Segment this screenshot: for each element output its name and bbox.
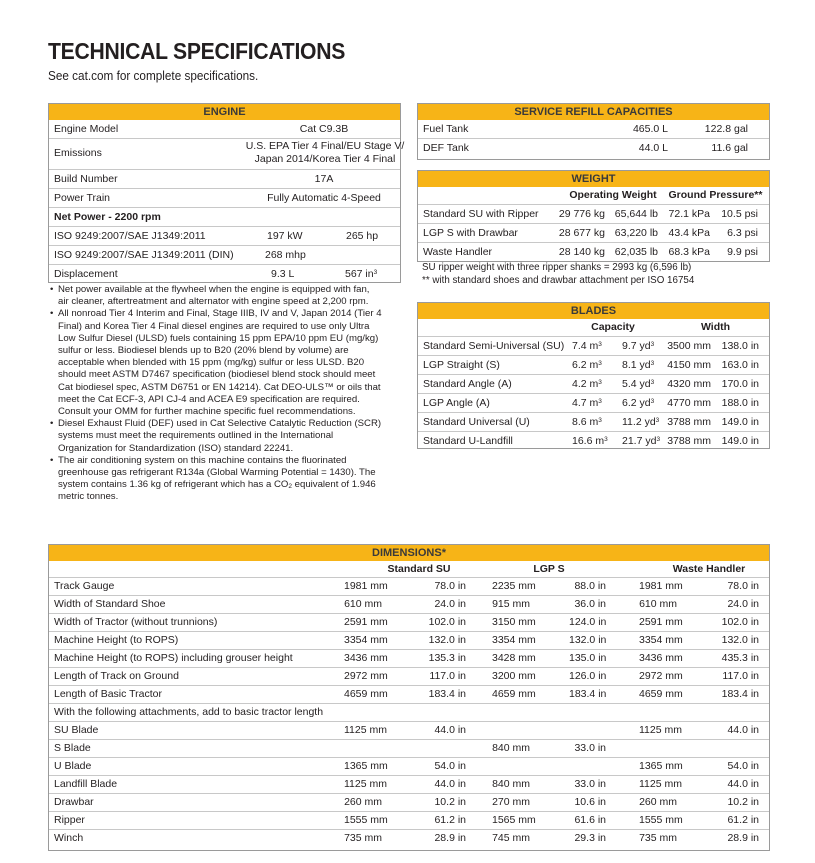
cell-imperial: 61.2 in — [727, 814, 759, 826]
row-label: Ripper — [54, 814, 85, 826]
cell-text: 21.7 yd — [622, 435, 657, 447]
cell-sup: 3 — [650, 398, 655, 405]
cell-text: 5.4 yd — [622, 378, 651, 390]
note-item — [50, 455, 400, 504]
cell-imperial: 183.4 in — [569, 688, 607, 700]
note-item — [50, 308, 400, 418]
table-row — [49, 757, 769, 775]
cell-metric: 2235 mm — [492, 580, 536, 592]
cell-imperial: 10.6 in — [574, 796, 606, 808]
note-line: Cat biodiesel spec, ASTM D6751 or EN 14214). Cat DEO-ULS™ or oils that — [58, 381, 381, 393]
cell-metric: 4659 mm — [639, 688, 683, 700]
note-item — [50, 418, 400, 455]
cell-metric: 840 mm — [492, 742, 530, 754]
row-value-imperial: 265 hp — [346, 230, 379, 242]
row-label: LGP Angle (A) — [423, 397, 490, 409]
note-line: air cleaner, aftertreatment and alternator with engine speed at 2,200 rpm. — [58, 296, 369, 308]
table-row — [49, 667, 769, 685]
cell-metric: 2972 mm — [639, 670, 683, 682]
row-label: Drawbar — [54, 796, 94, 808]
row-label: DEF Tank — [423, 142, 469, 154]
cell-width-mm: 4320 mm — [667, 378, 711, 390]
row-label: LGP S with Drawbar — [423, 227, 518, 239]
weight-table — [417, 170, 770, 262]
cell-capacity-yd3 — [622, 337, 654, 355]
cell-metric: 2591 mm — [344, 616, 388, 628]
note-item — [50, 284, 400, 308]
cell-metric: 3428 mm — [492, 652, 536, 664]
table-row — [418, 223, 769, 242]
table-row — [49, 226, 400, 245]
row-value-imperial: 11.6 gal — [711, 142, 748, 154]
cell-imperial: 10.2 in — [434, 796, 466, 808]
cell-metric: 1365 mm — [639, 760, 683, 772]
note-line: systems must meet the requirements outlined in the International — [58, 430, 334, 442]
refill-header: SERVICE REFILL CAPACITIES — [418, 104, 769, 120]
table-row — [49, 721, 769, 739]
cell-text: 8.1 yd — [622, 359, 651, 371]
cell-text: 16.6 m — [572, 435, 605, 447]
row-label: Displacement — [54, 268, 118, 280]
col-lgp-s: LGP S — [533, 563, 565, 575]
note-line: Low Sulfur Diesel (ULSD) fuels containing 15 ppm EPA/10 ppm EU (mg/kg) — [58, 332, 379, 344]
row-value-metric: 465.0 L — [632, 123, 668, 135]
row-label: Machine Height (to ROPS) including grouser height — [54, 652, 293, 664]
cell-width-mm: 3788 mm — [667, 435, 711, 447]
row-label: Standard Semi-Universal (SU) — [423, 340, 565, 352]
cell-imperial: 132.0 in — [721, 634, 759, 646]
cell-text: 9.7 yd — [622, 340, 651, 352]
cell-metric: 610 mm — [639, 598, 677, 610]
cell-imperial: 24.0 in — [727, 598, 759, 610]
cell-imperial: 102.0 in — [721, 616, 759, 628]
row-label: Standard SU with Ripper — [423, 208, 539, 220]
row-label: Winch — [54, 832, 84, 844]
cell-imperial: 435.3 in — [721, 652, 759, 664]
cell-metric: 610 mm — [344, 598, 382, 610]
row-value: Cat C9.3B — [299, 123, 349, 135]
cell-metric: 1565 mm — [492, 814, 536, 826]
cell-metric: 1125 mm — [344, 778, 387, 790]
cell-kpa: 43.4 kPa — [668, 227, 710, 239]
note-line: Consult your OMM for further machine specific fuel recommendations. — [58, 406, 356, 418]
cell-kg: 29 776 kg — [558, 208, 605, 220]
table-head-row — [418, 319, 769, 336]
row-label: Standard Universal (U) — [423, 416, 530, 428]
note-line: sulfur or less. Biodiesel blends up to B20 (20% blend by volume) are — [58, 345, 349, 357]
row-label: Build Number — [54, 173, 118, 185]
table-row — [418, 412, 769, 431]
cell-text: 4.2 m — [572, 378, 599, 390]
row-value-imperial: 122.8 gal — [704, 123, 748, 135]
row-label: Length of Track on Ground — [54, 670, 179, 682]
cell-text: 4.7 m — [572, 397, 599, 409]
table-row — [49, 188, 400, 207]
cell-kg: 28 677 kg — [558, 227, 605, 239]
cell-imperial: 126.0 in — [569, 670, 607, 682]
cell-metric: 735 mm — [344, 832, 382, 844]
table-row — [418, 431, 769, 450]
cell-capacity-m3 — [572, 394, 602, 412]
row-label: Power Train — [54, 192, 111, 204]
cell-imperial: 44.0 in — [434, 724, 466, 736]
cell-metric: 4659 mm — [492, 688, 536, 700]
cell-metric: 1555 mm — [344, 814, 388, 826]
cell-lb: 65,644 lb — [614, 208, 658, 220]
cell-width-in: 149.0 in — [721, 435, 759, 447]
table-row — [49, 811, 769, 829]
row-label: S Blade — [54, 742, 91, 754]
engine-header: ENGINE — [49, 104, 400, 120]
cell-sup: 3 — [650, 341, 655, 348]
cell-imperial: 183.4 in — [721, 688, 759, 700]
cell-imperial: 135.0 in — [569, 652, 607, 664]
cell-metric: 3150 mm — [492, 616, 536, 628]
engine-notes — [50, 284, 400, 504]
cell-sup: 3 — [650, 360, 655, 367]
note-line: Final) and Korea Tier 4 Final diesel engines are required to use only Ultra — [58, 320, 370, 332]
row-label: Waste Handler — [423, 246, 493, 258]
table-row — [418, 393, 769, 412]
cell-imperial: 117.0 in — [429, 670, 466, 682]
note-line: meet the Cat ECF-3, API CJ-4 and ACEA E9 specification are required. — [58, 393, 360, 405]
cell-capacity-yd3 — [622, 413, 659, 431]
cell-metric: 1125 mm — [639, 778, 682, 790]
table-row — [49, 595, 769, 613]
row-label: Standard Angle (A) — [423, 378, 512, 390]
table-row — [418, 374, 769, 393]
table-row — [418, 138, 769, 157]
cell-psi: 6.3 psi — [727, 227, 758, 239]
blades-table — [417, 302, 770, 449]
cell-sup: 3 — [604, 436, 608, 443]
row-label: Length of Basic Tractor — [54, 688, 162, 700]
cell-width-in: 170.0 in — [721, 378, 759, 390]
cell-width-in: 138.0 in — [721, 340, 759, 352]
note-line: should meet ASTM D7467 specification (biodiesel blend stock should meet — [58, 369, 376, 381]
cell-imperial: 183.4 in — [428, 688, 466, 700]
cell-metric: 1981 mm — [344, 580, 388, 592]
row-label: Standard U-Landfill — [423, 435, 513, 447]
note-line: Organization for Standardization (ISO) standard 22241. — [58, 442, 294, 454]
col-ground-pressure: Ground Pressure** — [668, 189, 763, 201]
row-label: Emissions — [54, 147, 102, 159]
cell-metric: 260 mm — [344, 796, 382, 808]
cell-capacity-m3 — [572, 413, 602, 431]
cell-imperial: 135.3 in — [428, 652, 466, 664]
col-operating-weight: Operating Weight — [569, 189, 657, 201]
cell-capacity-m3 — [572, 337, 602, 355]
row-label: ISO 9249:2007/SAE J1349:2011 (DIN) — [54, 249, 234, 261]
row-value-line2: Japan 2014/Korea Tier 4 Final — [254, 153, 396, 165]
cell-capacity-m3 — [572, 356, 602, 374]
table-row — [418, 242, 769, 261]
table-row — [49, 775, 769, 793]
cell-metric: 3354 mm — [344, 634, 388, 646]
cell-width-in: 188.0 in — [721, 397, 759, 409]
cell-capacity-m3 — [572, 432, 608, 450]
cell-imperial: 88.0 in — [574, 580, 606, 592]
cell-sup: 3 — [650, 379, 655, 386]
cell-width-in: 149.0 in — [721, 416, 759, 428]
cell-lb: 62,035 lb — [614, 246, 658, 258]
table-row — [418, 204, 769, 223]
cell-metric: 270 mm — [492, 796, 530, 808]
row-label: Machine Height (to ROPS) — [54, 634, 179, 646]
cell-metric: 745 mm — [492, 832, 530, 844]
row-label: Engine Model — [54, 123, 119, 135]
row-label: ISO 9249:2007/SAE J1349:2011 — [54, 230, 206, 242]
cell-kpa: 68.3 kPa — [668, 246, 710, 258]
blades-header: BLADES — [418, 303, 769, 319]
dimensions-table — [48, 544, 770, 851]
row-label: Width of Standard Shoe — [54, 598, 166, 610]
cell-sup: 3 — [598, 341, 602, 348]
cell-width-in: 163.0 in — [721, 359, 759, 371]
row-label: Width of Tractor (without trunnions) — [54, 616, 218, 628]
cell-imperial: 132.0 in — [569, 634, 607, 646]
cell-sup: 3 — [656, 436, 661, 443]
note-line: greenhouse gas refrigerant R134a (Global Warming Potential = 1430). The — [58, 467, 376, 479]
cell-imperial: 54.0 in — [434, 760, 466, 772]
row-value-line1: U.S. EPA Tier 4 Final/EU Stage V/ — [245, 140, 405, 152]
col-width: Width — [700, 321, 731, 333]
row-value-metric: 9.3 L — [271, 268, 295, 280]
table-row — [418, 336, 769, 355]
row-value: 17A — [314, 173, 334, 185]
cell-imperial: 78.0 in — [434, 580, 466, 592]
cell-imperial: 61.6 in — [574, 814, 606, 826]
cell-metric: 1981 mm — [639, 580, 683, 592]
cell-kg: 28 140 kg — [558, 246, 605, 258]
table-row — [49, 649, 769, 667]
table-row — [49, 577, 769, 595]
col-standard-su: Standard SU — [387, 563, 451, 575]
cell-psi: 10.5 psi — [721, 208, 758, 220]
table-row — [49, 685, 769, 703]
engine-table — [48, 103, 405, 283]
row-label: Net Power - 2200 rpm — [54, 211, 161, 223]
cell-metric: 2591 mm — [639, 616, 683, 628]
cell-metric: 1125 mm — [344, 724, 387, 736]
note-line: • All nonroad Tier 4 Interim and Final, Stage IIIB, IV and V, Japan 2014 (Tier 4 — [58, 308, 382, 320]
cell-imperial: 33.0 in — [574, 742, 606, 754]
dimensions-header: DIMENSIONS* — [49, 545, 769, 561]
cell-metric: 3436 mm — [639, 652, 683, 664]
table-row — [49, 703, 769, 721]
note-line: • The air conditioning system on this machine contains the fluorinated — [58, 454, 347, 466]
cell-metric: 915 mm — [492, 598, 530, 610]
row-label: With the following attachments, add to basic tractor length — [54, 706, 324, 718]
row-label: LGP Straight (S) — [423, 359, 500, 371]
cell-width-mm: 3500 mm — [667, 340, 711, 352]
cell-metric: 3354 mm — [639, 634, 683, 646]
cell-metric: 2972 mm — [344, 670, 388, 682]
cell-capacity-yd3 — [622, 356, 654, 374]
note-line: • Net power available at the flywheel when the engine is equipped with fan, — [58, 284, 370, 295]
cell-sup: 3 — [598, 360, 602, 367]
table-row — [49, 631, 769, 649]
cell-text: 8.6 m — [572, 416, 599, 428]
cell-sup: 3 — [598, 398, 602, 405]
table-row — [49, 793, 769, 811]
row-label: Track Gauge — [54, 580, 115, 592]
cell-imperial: 102.0 in — [428, 616, 466, 628]
table-row — [418, 355, 769, 374]
cell-imperial: 124.0 in — [569, 616, 607, 628]
cell-lb: 63,220 lb — [614, 227, 658, 239]
cell-metric: 3436 mm — [344, 652, 388, 664]
table-row — [49, 245, 400, 264]
cell-imperial: 24.0 in — [434, 598, 466, 610]
table-row — [418, 120, 769, 138]
refill-table — [417, 103, 770, 160]
cell-sup: 3 — [598, 417, 602, 424]
table-row — [49, 829, 769, 847]
page-title: TECHNICAL SPECIFICATIONS — [48, 38, 346, 64]
table-row — [49, 264, 400, 283]
cell-capacity-yd3 — [622, 394, 654, 412]
row-label: SU Blade — [54, 724, 99, 736]
note-line: system contains 1.36 kg of refrigerant which has a $CO_2$ equivalent of 1.946 — [58, 479, 376, 491]
cell-metric: 260 mm — [639, 796, 677, 808]
cell-imperial: 44.0 in — [727, 778, 759, 790]
cell-width-mm: 4150 mm — [667, 359, 711, 371]
table-row — [49, 120, 400, 138]
cell-imperial: 10.2 in — [727, 796, 759, 808]
table-row — [49, 207, 400, 226]
cell-imperial: 117.0 in — [722, 670, 759, 682]
cell-kpa: 72.1 kPa — [668, 208, 710, 220]
cell-metric: 3354 mm — [492, 634, 536, 646]
row-label: Landfill Blade — [54, 778, 118, 790]
col-capacity: Capacity — [591, 321, 635, 333]
row-value: Fully Automatic 4-Speed — [267, 192, 381, 204]
cell-width-mm: 4770 mm — [667, 397, 711, 409]
cell-text: 7.4 m — [572, 340, 599, 352]
cell-text: 6.2 m — [572, 359, 599, 371]
cell-capacity-m3 — [572, 375, 602, 393]
cell-metric: 4659 mm — [344, 688, 388, 700]
table-row — [49, 613, 769, 631]
cell-text: 11.2 yd — [622, 416, 656, 428]
table-head-row — [418, 187, 769, 204]
row-value-imperial: 567 $in^3$ — [345, 268, 378, 280]
cell-metric: 735 mm — [639, 832, 677, 844]
row-value-metric: 268 mhp — [265, 249, 306, 261]
row-label: U Blade — [54, 760, 92, 772]
cell-text: 6.2 yd — [622, 397, 651, 409]
table-head-row — [49, 561, 769, 577]
cell-imperial: 44.0 in — [727, 724, 759, 736]
cell-imperial: 132.0 in — [428, 634, 466, 646]
cell-capacity-yd3 — [622, 432, 660, 450]
row-label: Fuel Tank — [423, 123, 469, 135]
cell-imperial: 33.0 in — [574, 778, 606, 790]
page-subtitle: See cat.com for complete specifications. — [48, 69, 259, 83]
cell-width-mm: 3788 mm — [667, 416, 711, 428]
row-value-metric: 197 kW — [267, 230, 303, 242]
cell-metric: 1555 mm — [639, 814, 683, 826]
weight-note-ripper: SU ripper weight with three ripper shanks = 2993 kg (6,596 lb) — [422, 262, 692, 273]
cell-metric: 1125 mm — [639, 724, 682, 736]
cell-imperial: 36.0 in — [574, 598, 606, 610]
cell-metric: 1365 mm — [344, 760, 388, 772]
cell-imperial: 78.0 in — [727, 580, 759, 592]
cell-imperial: 28.9 in — [727, 832, 759, 844]
cell-psi: 9.9 psi — [727, 246, 758, 258]
note-line: • Diesel Exhaust Fluid (DEF) used in Cat Selective Catalytic Reduction (SCR) — [58, 418, 382, 430]
cell-imperial: 54.0 in — [727, 760, 759, 772]
cell-imperial: 44.0 in — [434, 778, 466, 790]
table-row — [49, 169, 400, 188]
cell-metric: 3200 mm — [492, 670, 536, 682]
cell-imperial: 29.3 in — [574, 832, 606, 844]
col-waste-handler: Waste Handler — [672, 563, 746, 575]
cell-sup: 3 — [598, 379, 602, 386]
cell-capacity-yd3 — [622, 375, 654, 393]
note-line: acceptable when blended with 15 ppm (mg/kg) sulfur or less ULSD. B20 — [58, 357, 365, 369]
note-line: metric tonnes. — [58, 491, 119, 503]
cell-sup: 3 — [655, 417, 660, 424]
weight-header: WEIGHT — [418, 171, 769, 187]
cell-imperial: 61.2 in — [434, 814, 466, 826]
cell-imperial: 28.9 in — [434, 832, 466, 844]
table-row — [49, 138, 405, 169]
weight-note-ground-pressure: ** with standard shoes and drawbar attachment per ISO 16754 — [422, 275, 695, 286]
cell-metric: 840 mm — [492, 778, 530, 790]
row-value-metric: 44.0 L — [638, 142, 668, 154]
table-row — [49, 739, 769, 757]
